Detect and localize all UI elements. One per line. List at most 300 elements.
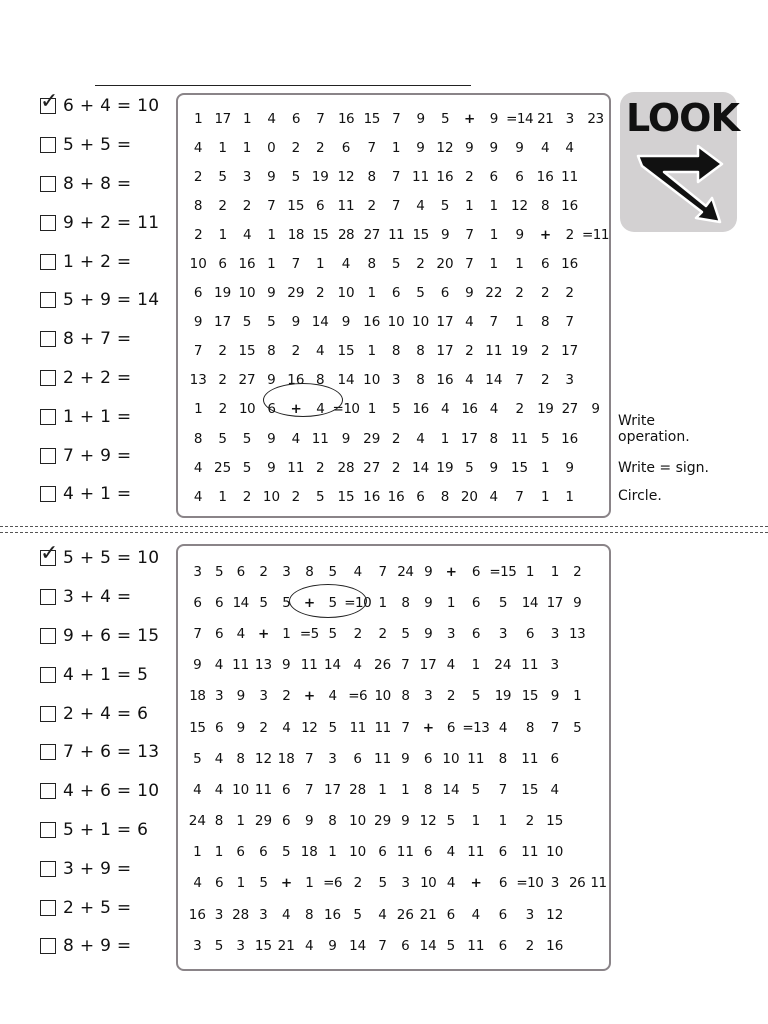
grid-cell: 7	[391, 197, 401, 214]
grid-cell: 23	[587, 110, 604, 127]
checkbox[interactable]	[40, 783, 56, 799]
equation-text: 9 + 6 = 15	[63, 625, 160, 646]
top-equation-list	[40, 87, 175, 514]
grid-cell: 19	[214, 285, 232, 302]
equation-item	[40, 165, 175, 204]
grid-cell: 1	[465, 197, 474, 214]
grid-cell: 7	[193, 343, 203, 360]
grid-cell: 16	[387, 488, 405, 505]
grid-cell: 29	[373, 813, 392, 830]
grid-cell: 4	[353, 657, 362, 674]
grid-cell: +	[464, 110, 475, 127]
grid-cell: 1	[540, 459, 550, 476]
grid-cell: 9	[416, 110, 425, 127]
grid-cell: 6	[218, 256, 227, 273]
grid-cell: 1	[218, 488, 227, 505]
grid-cell: +	[303, 594, 315, 611]
grid-cell: 25	[214, 459, 232, 476]
equation-text: 8 + 9 =	[63, 936, 132, 957]
grid-cell: 8	[193, 430, 203, 447]
checkbox[interactable]	[40, 861, 56, 877]
grid-cell: 14	[411, 459, 430, 476]
equation-text: 3 + 9 =	[63, 858, 132, 879]
grid-cell: 5	[498, 594, 507, 611]
grid-cell: 7	[498, 781, 508, 798]
grid-cell: 3	[328, 750, 337, 767]
grid-cell: 4	[440, 401, 450, 418]
equation-text: 8 + 8 =	[63, 173, 132, 194]
checkbox[interactable]	[40, 938, 56, 954]
look-tile	[620, 92, 737, 232]
grid-cell: 2	[565, 226, 574, 243]
grid-cell: 4	[214, 750, 224, 767]
checkmark-icon: ✓	[40, 89, 59, 115]
grid-cell: 11	[561, 168, 579, 185]
grid-cell: +	[290, 401, 302, 418]
grid-cell: 6	[193, 285, 203, 302]
grid-cell: 8	[498, 750, 508, 767]
grid-cell: 6	[446, 906, 456, 923]
top-number-grid	[176, 93, 611, 518]
grid-cell: 4	[214, 657, 224, 674]
grid-cell: 9	[489, 459, 499, 476]
grid-cell: 11	[590, 875, 607, 892]
grid-cell: 4	[316, 401, 325, 418]
grid-cell: 2	[316, 285, 325, 302]
grid-cell: 7	[489, 314, 499, 331]
grid-cell: 16	[546, 937, 564, 954]
grid-cell: 7	[392, 110, 401, 127]
grid-cell: 11	[510, 430, 529, 447]
grid-cell: 24	[494, 657, 512, 674]
grid-cell: 2	[525, 937, 535, 954]
grid-cell: 5	[214, 937, 224, 954]
grid-cell: 11	[467, 937, 485, 954]
grid-cell: 6	[515, 168, 524, 185]
grid-cell: 9	[267, 285, 276, 302]
grid-cell: 7	[291, 256, 301, 273]
checkbox[interactable]	[40, 486, 56, 502]
grid-cell: 11	[521, 844, 539, 861]
grid-cell: 9	[424, 563, 433, 580]
equation-item	[40, 242, 175, 281]
grid-cell: 5	[328, 719, 337, 736]
checkbox[interactable]	[40, 254, 56, 270]
grid-cell: 2	[282, 688, 291, 705]
grid-cell: 14	[349, 937, 367, 954]
circled-answer	[263, 383, 343, 417]
grid-cell: =6	[348, 688, 368, 705]
grid-cell: 8	[367, 168, 377, 185]
grid-cell: =14	[506, 110, 534, 127]
grid-cell: 8	[423, 781, 433, 798]
grid-cell: 2	[291, 488, 301, 505]
grid-cell: 9	[550, 688, 559, 705]
grid-cell: 2	[465, 168, 474, 185]
grid-cell: 9	[440, 226, 450, 243]
grid-cell: 13	[189, 372, 207, 389]
grid-cell: 2	[565, 285, 574, 302]
equation-item	[40, 849, 175, 888]
grid-cell: 15	[521, 781, 539, 798]
checkbox[interactable]	[40, 744, 56, 760]
grid-cell: 5	[291, 168, 301, 185]
checkbox[interactable]	[40, 137, 56, 153]
grid-cell: 4	[471, 906, 481, 923]
equation-text: 3 + 4 =	[63, 587, 132, 608]
grid-cell: 8	[328, 813, 337, 830]
grid-cell: 29	[287, 285, 305, 302]
grid-cell: 4	[446, 657, 456, 674]
grid-row	[186, 899, 609, 930]
grid-cell: 17	[419, 657, 437, 674]
grid-cell: 6	[391, 285, 401, 302]
grid-cell: 8	[193, 197, 203, 214]
grid-cell: 20	[436, 256, 454, 273]
grid-cell: 14	[442, 781, 460, 798]
grid-cell: 1	[378, 594, 387, 611]
grid-cell: 6	[236, 563, 245, 580]
grid-cell: 12	[546, 906, 564, 923]
equation-item	[40, 397, 175, 436]
grid-cell: 4	[550, 781, 560, 798]
grid-cell: 2	[242, 197, 252, 214]
checkmark-icon: ✓	[40, 541, 59, 567]
grid-cell: 17	[436, 343, 454, 360]
grid-cell: 12	[254, 750, 273, 767]
grid-cell: 1	[194, 110, 203, 127]
grid-cell: 3	[550, 625, 559, 642]
checkbox[interactable]	[40, 409, 56, 425]
grid-cell: 9	[401, 750, 410, 767]
grid-cell: 5	[193, 750, 202, 767]
grid-cell: 7	[367, 139, 377, 156]
equation-item	[40, 320, 175, 359]
grid-cell: 2	[353, 875, 362, 892]
grid-cell: 2	[525, 813, 535, 830]
checkbox[interactable]	[40, 822, 56, 838]
grid-cell: 7	[401, 657, 410, 674]
bottom-equation-list	[40, 539, 175, 966]
grid-cell: 21	[277, 937, 295, 954]
grid-row	[186, 837, 609, 868]
equation-text: 7 + 6 = 13	[63, 742, 160, 763]
grid-cell: 1	[525, 563, 534, 580]
grid-cell: 1	[440, 430, 450, 447]
grid-cell: 2	[218, 197, 227, 214]
grid-cell: 16	[436, 168, 454, 185]
grid-cell: 15	[521, 688, 538, 705]
grid-cell: 6	[193, 594, 202, 611]
checkbox[interactable]	[40, 589, 56, 605]
grid-cell: 11	[300, 657, 318, 674]
grid-cell: 6	[489, 168, 499, 185]
grid-cell: 3	[193, 563, 202, 580]
grid-cell: 8	[316, 372, 325, 389]
grid-cell: 4	[243, 226, 252, 243]
grid-cell: 2	[465, 343, 474, 360]
checkbox[interactable]	[40, 900, 56, 916]
grid-cell: =11	[581, 226, 609, 243]
grid-cell: 8	[416, 372, 425, 389]
grid-cell: 7	[316, 110, 325, 127]
grid-cell: 6	[353, 750, 362, 767]
grid-cell: 18	[189, 688, 206, 705]
grid-cell: 4	[316, 343, 325, 360]
checkbox[interactable]	[40, 628, 56, 644]
grid-cell: 16	[561, 197, 579, 214]
grid-cell: +	[539, 226, 551, 243]
grid-cell: 1	[489, 226, 498, 243]
grid-cell: 4	[565, 139, 574, 156]
equation-item	[40, 281, 175, 320]
grid-cell: 5	[281, 844, 291, 861]
checkbox[interactable]	[40, 667, 56, 683]
grid-cell: 6	[498, 844, 508, 861]
grid-cell: 2	[193, 168, 203, 185]
grid-cell: 10	[238, 401, 256, 418]
grid-cell: 4	[465, 372, 474, 389]
grid-cell: 5	[328, 563, 337, 580]
grid-cell: 1	[194, 401, 203, 418]
equation-text: 1 + 1 =	[63, 406, 132, 427]
grid-cell: 1	[489, 197, 499, 214]
grid-cell: 6	[471, 563, 480, 580]
grid-cell: 1	[401, 781, 410, 798]
grid-cell: 1	[540, 488, 550, 505]
grid-cell: 2	[316, 459, 325, 476]
checkbox[interactable]	[40, 89, 59, 115]
grid-cell: 4	[267, 110, 276, 127]
grid-cell: 1	[218, 226, 227, 243]
grid-row	[186, 308, 609, 337]
grid-row	[186, 279, 609, 308]
equation-text: 5 + 5 =	[63, 135, 132, 156]
grid-cell: 2	[573, 563, 582, 580]
equation-text: 9 + 2 = 11	[63, 212, 160, 233]
grid-cell: 12	[436, 139, 454, 156]
grid-cell: 17	[323, 781, 342, 798]
checkbox[interactable]	[40, 176, 56, 192]
grid-cell: 3	[565, 372, 574, 389]
grid-cell: 5	[328, 594, 337, 611]
instruction-write-operation: Write operation.	[618, 413, 690, 445]
grid-cell: 7	[378, 563, 387, 580]
grid-cell: 19	[436, 459, 454, 476]
equation-item	[40, 436, 175, 475]
grid-cell: 6	[440, 285, 450, 302]
equation-item	[40, 578, 175, 617]
grid-cell: 17	[546, 594, 563, 611]
checkbox[interactable]	[40, 448, 56, 464]
grid-cell: 2	[242, 488, 252, 505]
grid-cell: 19	[311, 168, 329, 185]
grid-cell: 26	[569, 875, 586, 892]
grid-cell: 5	[214, 563, 224, 580]
grid-cell: 2	[540, 372, 550, 389]
grid-cell: 8	[304, 906, 314, 923]
grid-cell: =13	[462, 719, 490, 736]
equation-text: 4 + 1 =	[63, 484, 132, 505]
grid-cell: 9	[465, 285, 474, 302]
grid-cell: 11	[521, 657, 539, 674]
grid-cell: 9	[401, 813, 410, 830]
grid-cell: 6	[378, 844, 387, 861]
grid-cell: 11	[521, 750, 539, 767]
grid-cell: 5	[218, 430, 227, 447]
grid-cell: 11	[396, 844, 414, 861]
name-line[interactable]	[95, 85, 471, 86]
grid-cell: 15	[412, 226, 429, 243]
grid-cell: 7	[304, 750, 314, 767]
grid-cell: +	[445, 563, 457, 580]
grid-cell: 4	[446, 844, 456, 861]
grid-cell: 13	[569, 625, 586, 642]
grid-cell: 2	[218, 343, 227, 360]
grid-cell: 5	[242, 459, 252, 476]
grid-cell: 3	[401, 875, 410, 892]
equation-item	[40, 694, 175, 733]
grid-cell: 29	[254, 813, 273, 830]
grid-row	[186, 556, 609, 587]
grid-cell: 1	[267, 226, 276, 243]
grid-cell: 3	[242, 168, 252, 185]
grid-cell: 5	[259, 875, 268, 892]
grid-cell: 9	[304, 813, 314, 830]
grid-cell: 10	[337, 285, 355, 302]
grid-cell: 2	[515, 401, 524, 418]
grid-cell: 9	[267, 459, 276, 476]
grid-cell: 16	[238, 256, 256, 273]
grid-cell: 18	[300, 844, 318, 861]
grid-cell: 16	[536, 168, 554, 185]
grid-cell: 4	[193, 139, 203, 156]
grid-cell: 7	[465, 256, 474, 273]
grid-cell: 9	[236, 719, 245, 736]
grid-cell: 26	[396, 906, 414, 923]
grid-cell: 15	[363, 110, 380, 127]
grid-cell: 1	[243, 110, 252, 127]
equation-item	[40, 87, 175, 126]
checkbox[interactable]	[40, 331, 56, 347]
grid-cell: 9	[291, 314, 301, 331]
grid-cell: 16	[337, 110, 355, 127]
grid-cell: 16	[561, 430, 579, 447]
grid-cell: 3	[391, 372, 401, 389]
grid-cell: 1	[565, 488, 574, 505]
grid-cell: 9	[424, 594, 433, 611]
grid-cell: 11	[232, 657, 250, 674]
grid-cell: 1	[446, 594, 456, 611]
grid-cell: 1	[550, 563, 559, 580]
grid-cell: 7	[550, 719, 559, 736]
grid-cell: 11	[311, 430, 329, 447]
grid-cell: 6	[525, 625, 534, 642]
grid-cell: 4	[489, 401, 498, 418]
grid-cell: +	[280, 875, 292, 892]
grid-cell: 7	[515, 488, 524, 505]
grid-cell: 18	[287, 226, 304, 243]
grid-cell: 6	[281, 813, 291, 830]
grid-cell: 10	[189, 256, 207, 273]
grid-cell: 4	[328, 688, 337, 705]
grid-cell: 4	[282, 719, 291, 736]
equation-text: 2 + 5 =	[63, 897, 132, 918]
grid-cell: 12	[419, 813, 437, 830]
grid-row	[186, 743, 609, 774]
grid-cell: 3	[525, 906, 535, 923]
grid-row	[186, 650, 609, 681]
checkbox[interactable]	[40, 370, 56, 386]
grid-cell: 10	[262, 488, 281, 505]
grid-cell: 8	[391, 343, 401, 360]
grid-row	[186, 424, 609, 453]
grid-cell: 10	[374, 688, 391, 705]
grid-cell: 6	[471, 625, 480, 642]
grid-cell: 7	[304, 781, 314, 798]
cut-line	[0, 526, 768, 527]
equation-item	[40, 772, 175, 811]
grid-cell: 6	[423, 844, 433, 861]
grid-cell: 4	[281, 906, 291, 923]
grid-cell: 14	[337, 372, 355, 389]
grid-cell: 2	[194, 226, 203, 243]
grid-cell: 9	[573, 594, 582, 611]
grid-cell: 1	[367, 343, 377, 360]
checkbox[interactable]	[40, 292, 56, 308]
grid-cell: 19	[537, 401, 554, 418]
grid-cell: 2	[367, 197, 377, 214]
grid-cell: 6	[498, 875, 507, 892]
bottom-number-grid	[176, 544, 611, 971]
grid-cell: 2	[378, 625, 387, 642]
grid-cell: 1	[367, 401, 376, 418]
grid-cell: 27	[238, 372, 256, 389]
grid-cell: 19	[494, 688, 511, 705]
grid-cell: 8	[401, 594, 410, 611]
grid-cell: 9	[515, 226, 524, 243]
grid-cell: 3	[550, 657, 560, 674]
grid-cell: 16	[436, 372, 454, 389]
grid-cell: 14	[419, 937, 437, 954]
grid-cell: 6	[281, 781, 291, 798]
grid-cell: 16	[412, 401, 429, 418]
grid-cell: 4	[193, 875, 202, 892]
zigzag-arrow-icon	[628, 144, 728, 224]
checkbox[interactable]	[40, 215, 56, 231]
grid-cell: 11	[374, 719, 391, 736]
grid-cell: 17	[214, 110, 231, 127]
grid-cell: 9	[465, 139, 474, 156]
checkbox[interactable]	[40, 541, 59, 567]
grid-cell: 2	[391, 459, 401, 476]
grid-cell: 5	[282, 594, 291, 611]
grid-cell: 14	[521, 594, 538, 611]
checkbox[interactable]	[40, 706, 56, 722]
grid-row	[186, 774, 609, 805]
grid-cell: 6	[540, 256, 550, 273]
grid-cell: 11	[287, 459, 305, 476]
grid-cell: 5	[465, 459, 474, 476]
grid-cell: 9	[341, 314, 351, 331]
grid-cell: 6	[214, 594, 224, 611]
grid-row	[186, 618, 609, 649]
grid-cell: 5	[471, 688, 480, 705]
grid-cell: 5	[392, 401, 401, 418]
grid-cell: 1	[236, 813, 245, 830]
grid-cell: 4	[465, 314, 474, 331]
grid-cell: 5	[378, 875, 387, 892]
